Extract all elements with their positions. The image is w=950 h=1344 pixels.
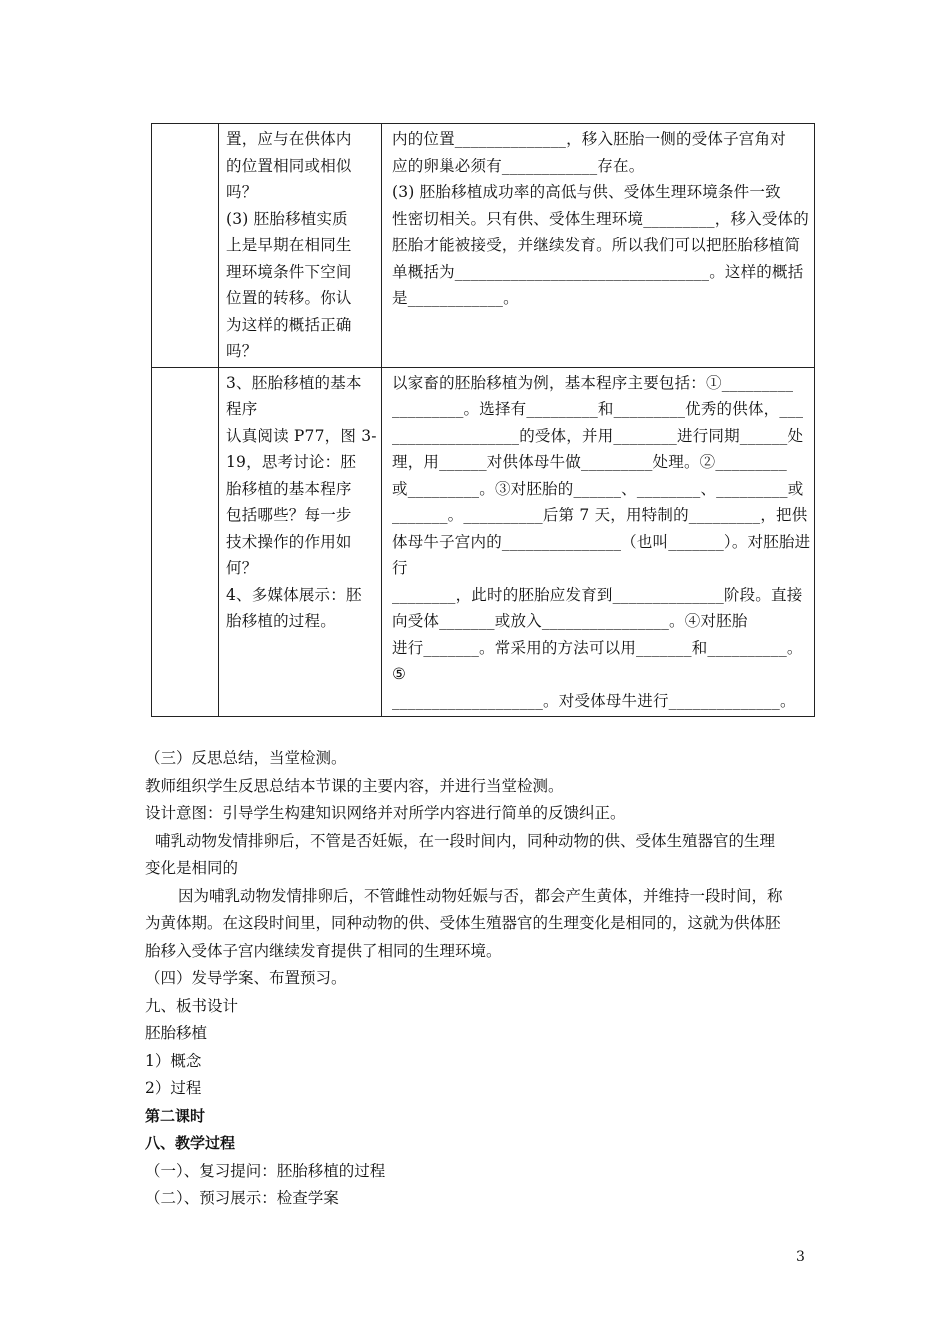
section-heading: 第二课时: [145, 1106, 206, 1125]
table-row: [152, 124, 815, 368]
paragraph: 哺乳动物发情排卵后，不管是否妊娠，在一段时间内，同种动物的供、受体生殖器官的生理: [155, 831, 776, 850]
list-item: 1）概念: [145, 1051, 202, 1070]
lesson-table: [151, 123, 815, 717]
text-line: 置，应与在供体内: [226, 130, 352, 148]
text-line: 内的位置______________，移入胚胎一侧的受体子宫角对: [392, 130, 786, 148]
text-line: 胎移植的过程。: [226, 612, 336, 630]
text-line: 何？: [226, 559, 258, 577]
text-line: 吗？: [226, 342, 258, 360]
text-line: 进行_______。常采用的方法可以用_______和__________。: [392, 638, 803, 657]
text-line: (3) 胚胎移植成功率的高低与供、受体生理环境条件一致: [392, 183, 781, 201]
text-line: 体母牛子宫内的_______________（也叫_______）。对胚胎进: [392, 532, 811, 551]
section-heading: （四）发导学案、布置预习。: [145, 969, 347, 987]
paragraph: 为黄体期。在这段时间里，同种动物的供、受体生殖器官的生理变化是相同的，这就为供体胚: [145, 914, 781, 932]
text-line: 理，用______对供体母牛做_________处理。②_________: [392, 453, 787, 471]
text-line: 程序: [226, 400, 258, 418]
text-line: 行: [392, 559, 408, 577]
text-line: 为这样的概括正确: [226, 315, 352, 334]
paragraph: 胎移入受体子宫内继续发育提供了相同的生理环境。: [145, 941, 502, 960]
list-item: 2）过程: [145, 1079, 202, 1097]
body-text: [145, 745, 815, 1213]
text-line: 是____________。: [392, 289, 519, 307]
text-line: (3) 胚胎移植实质: [226, 209, 348, 228]
text-line: 向受体_______或放入________________。④对胚胎: [392, 612, 748, 630]
text-line: _________。选择有_________和_________优秀的供体，___: [392, 400, 804, 418]
text-line: 吗？: [226, 183, 258, 201]
text-line: ⑤: [392, 665, 407, 683]
text-line: 位置的转移。你认: [226, 289, 352, 307]
table-cell-answers: [382, 124, 815, 368]
text-line: 技术操作的作用如: [226, 532, 352, 551]
table-cell-empty: [152, 124, 219, 368]
section-heading: （三）反思总结，当堂检测。: [145, 749, 347, 767]
paragraph: 教师组织学生反思总结本节课的主要内容，并进行当堂检测。: [145, 776, 564, 795]
section-heading: 九、板书设计: [145, 996, 239, 1015]
text-line: 应的卵巢必须有____________存在。: [392, 156, 645, 175]
paragraph: 设计意图：引导学生构建知识网络并对所学内容进行简单的反馈纠正。: [145, 804, 626, 822]
paragraph: 胚胎移植: [145, 1024, 208, 1042]
section-heading: 八、教学过程: [145, 1134, 236, 1152]
text-line: _______。__________后第 7 天，用特制的_________，把供: [392, 506, 808, 524]
paragraph: （二）、预习展示：检查学案: [145, 1189, 339, 1207]
table-cell-questions: [219, 124, 382, 368]
page-number: 3: [796, 1249, 805, 1265]
text-line: 19，思考讨论：胚: [226, 453, 357, 471]
text-line: 上是早期在相同生: [226, 236, 352, 254]
paragraph: 变化是相同的: [145, 859, 239, 877]
text-line: ________________的受体，并用________进行同期______处: [392, 426, 804, 445]
paragraph: （一）、复习提问：胚胎移植的过程: [145, 1161, 386, 1180]
text-line: 性密切相关。只有供、受体生理环境_________，移入受体的: [392, 209, 809, 228]
table-cell-empty: [152, 367, 219, 717]
table-cell-answers: [382, 367, 815, 717]
text-line: 4、多媒体展示：胚: [226, 585, 362, 604]
table-row: [152, 367, 815, 717]
text-line: 胚胎才能被接受，并继续发育。所以我们可以把胚胎移植简: [392, 236, 801, 254]
text-line: 理环境条件下空间: [226, 262, 352, 281]
text-line: ________，此时的胚胎应发育到______________阶段。直接: [392, 585, 803, 604]
table-cell-questions: [219, 367, 382, 717]
paragraph: 因为哺乳动物发情排卵后，不管雌性动物妊娠与否，都会产生黄体，并维持一段时间，称: [178, 886, 783, 905]
text-line: 认真阅读 P77，图 3-: [226, 426, 377, 445]
text-line: 或_________。③对胚胎的______、________、_________或: [392, 479, 804, 498]
text-line: 的位置相同或相似: [226, 156, 352, 175]
text-line: ___________________。对受体母牛进行______________。: [392, 691, 796, 710]
text-line: 3、胚胎移植的基本: [226, 373, 362, 392]
text-line: 以家畜的胚胎移植为例，基本程序主要包括：①_________: [392, 373, 794, 392]
text-line: 单概括为________________________________。这样的概括: [392, 262, 804, 281]
text-line: 包括哪些？每一步: [226, 506, 352, 524]
text-line: 胎移植的基本程序: [226, 479, 352, 498]
